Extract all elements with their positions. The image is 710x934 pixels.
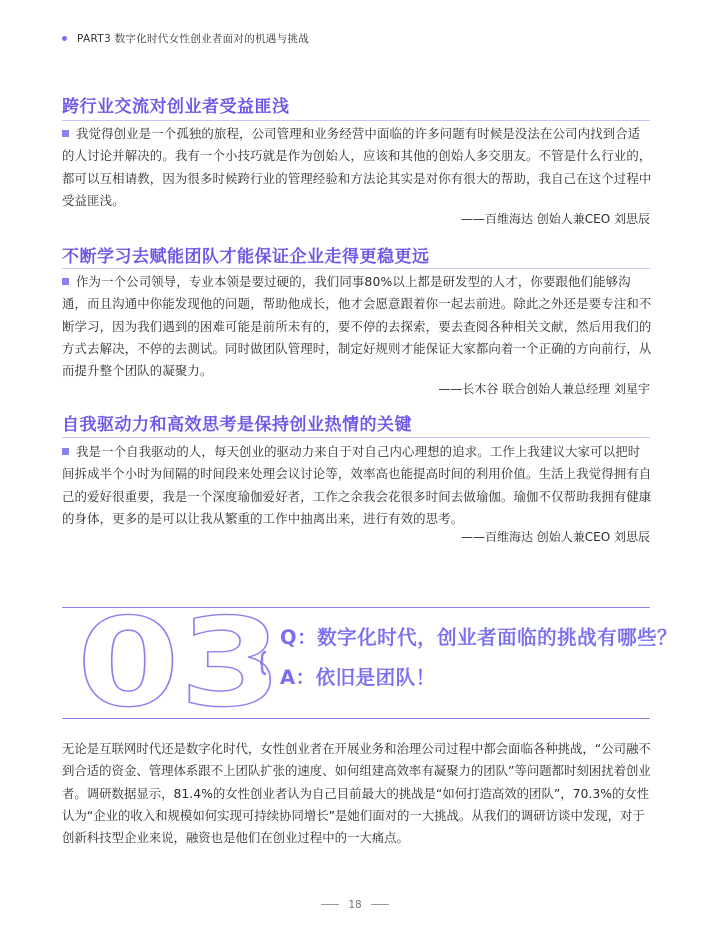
bullet-dot-icon [62,36,67,41]
attribution-3: ——百维海达 创始人兼CEO 刘思辰 [460,530,650,544]
footer-line-left [321,904,339,905]
quote-paragraph-3 [62,441,652,530]
divider [62,268,650,269]
section-title-3: 自我驱动力和高效思考是保持创业热情的关键 [62,415,412,435]
number-03-graphic [77,613,287,713]
attribution-1: ——百维海达 创始人兼CEO 刘思辰 [460,212,650,226]
qa-question: Q：数字化时代，创业者面临的挑战有哪些？ [280,626,678,649]
quote-text: 我是一个自我驱动的人，每天创业的驱动力来自于对自己内心理想的追求。工作上我建议大家可以把时间拆成半个小时为间隔的时间段来处理会议讨论等，效率高也能提高时间的利用价值。生活上我觉得拥有自己的爱好很重要，我是一个深度瑜伽爱好者，工作之余我会花很多时间去做瑜伽。瑜伽不仅帮助我拥有健康的身体，更多的是可以让我从繁重的工作中抽离出来，进行有效的思考。 [62,444,652,526]
attribution-2: ——长木谷 联合创始人兼总经理 刘星宇 [438,382,650,396]
svg-text:03: 03 [77,613,282,713]
section-label: PART3 数字化时代女性创业者面对的机遇与挑战 [77,33,310,45]
page-number: 18 [348,899,362,911]
page-footer [0,899,710,911]
page-header [62,31,309,46]
divider [62,437,650,438]
quote-paragraph-1 [62,123,652,212]
divider [62,120,650,121]
square-bullet-icon [62,130,69,137]
body-paragraph: 无论是互联网时代还是数字化时代，女性创业者在开展业务和治理公司过程中都会面临各种挑战，“公司融不到合适的资金、管理体系跟不上团队扩张的速度、如何组建高效率有凝聚力的团队”等问题都时刻困扰着创业者。调研数据显示，81.4%的女性创业者认为自己目前最大的挑战是“如何打造高效的团队”，70.3%的女性认为“企业的收入和规模如何实现可持续协同增长”是她们面对的一大挑战。从我们的调研访谈中发现，对于创新科技型企业来说，融资也是他们在创业过程中的一大痛点。 [62,741,651,846]
qa-answer: A：依旧是团队！ [280,666,436,689]
square-bullet-icon [62,278,69,285]
bracket-icon [260,650,270,676]
section-title-2: 不断学习去赋能团队才能保证企业走得更稳更远 [62,247,430,267]
quote-text: 我觉得创业是一个孤独的旅程，公司管理和业务经营中面临的许多问题有时候是没法在公司内找到合适的人讨论并解决的。我有一个小技巧就是作为创始人，应该和其他的创始人多交朋友。不管是什么行业的，都可以互相请教，因为很多时候跨行业的管理经验和方法论其实是对你有很大的帮助，我自己在这个过程中受益匪浅。 [62,126,652,208]
quote-paragraph-2 [62,271,652,382]
footer-line-right [371,904,389,905]
square-bullet-icon [62,448,69,455]
section-title-1: 跨行业交流对创业者受益匪浅 [62,97,290,117]
quote-text: 作为一个公司领导，专业本领是要过硬的，我们同事80%以上都是研发型的人才，你要跟他们能够沟通，而且沟通中你能发现他的问题，帮助他成长，他才会愿意跟着你一起去前进。除此之外还是要专注和不断学习，因为我们遇到的困难可能是前所未有的，要不停的去探索，要去查阅各种相关文献，然后用我们的方式去解决，不停的去测试。同时做团队管理时，制定好规则才能保证大家都向着一个正确的方向前行，从而提升整个团队的凝聚力。 [62,274,652,379]
